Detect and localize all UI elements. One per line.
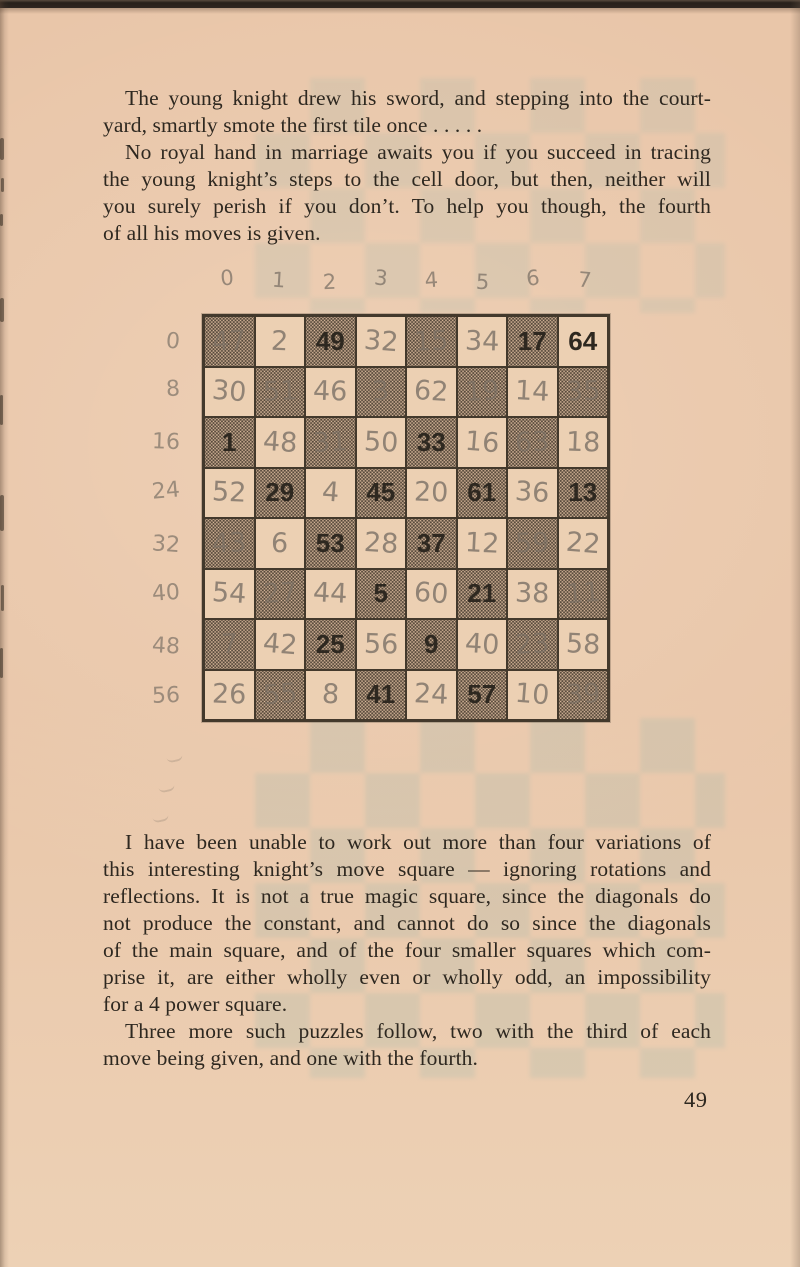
grid-cell: [204, 670, 255, 721]
grid-cell: [507, 468, 558, 519]
pencilled-move-number: 62: [413, 375, 450, 409]
grid-cell: [255, 468, 306, 519]
text-line: Three more such puzzles follow, two with the third of each: [125, 1019, 711, 1043]
page-edge-mark: [0, 495, 4, 531]
page-number: 49: [684, 1087, 708, 1112]
pencilled-move-number: 54: [211, 577, 248, 611]
page-edge-mark: [0, 138, 4, 160]
pencilled-move-number: 28: [362, 526, 399, 560]
printed-move-number: 17: [517, 325, 547, 356]
text-line: for a 4 power square.: [103, 992, 288, 1016]
text-line: yard, smartly smote the first tile once . . . . .: [103, 113, 483, 137]
grid-cell: [507, 417, 558, 468]
text-line: I have been unable to work out more than four variations of: [125, 830, 711, 854]
pencilled-move-number: 26: [211, 678, 247, 711]
pencil-scribble: [165, 746, 184, 763]
grid-cell: [406, 518, 457, 569]
printed-move-number: 33: [416, 426, 446, 457]
grid-cell: [204, 468, 255, 519]
grid-cell: [457, 619, 508, 670]
pencilled-move-number: 10: [513, 677, 551, 712]
pencilled-move-number: 55: [261, 677, 299, 712]
page-edge-mark: [0, 395, 3, 425]
text-line: you surely perish if you don’t. To help you though, the fourth: [103, 194, 711, 218]
grid-cell: [507, 670, 558, 721]
pencilled-move-number: 22: [564, 526, 602, 561]
grid-cell: [507, 316, 558, 367]
printed-move-number: 25: [315, 628, 345, 659]
text-line: move being given, and one with the fourth.: [103, 1046, 478, 1070]
pencilled-move-number: 56: [363, 628, 399, 661]
pencilled-move-number: 59: [514, 527, 550, 560]
pencil-column-label: 3: [373, 265, 389, 291]
grid-cell: [406, 468, 457, 519]
printed-move-number: 29: [265, 477, 295, 508]
grid-cell: [356, 518, 407, 569]
paragraph-analysis: [103, 829, 711, 1018]
grid-cell: [255, 518, 306, 569]
grid-cell: [457, 367, 508, 418]
paragraph-next-puzzles: [103, 1018, 711, 1072]
grid-cell: [356, 569, 407, 620]
grid-cell: [558, 417, 609, 468]
pencilled-move-number: 16: [463, 425, 501, 460]
printed-move-number: 9: [424, 628, 439, 659]
pencil-row-label: 16: [151, 429, 181, 456]
grid-cell: [558, 619, 609, 670]
grid-cell: [507, 367, 558, 418]
text-line: this interesting knight’s move square — ignoring rotations and: [103, 857, 711, 881]
grid-cell: [255, 367, 306, 418]
grid-cell: [507, 569, 558, 620]
pencilled-move-number: 4: [320, 476, 341, 509]
grid-cell: [507, 518, 558, 569]
pencil-row-label: 48: [151, 633, 181, 660]
paragraph-challenge: [103, 139, 711, 247]
scan-top-edge-shadow: [0, 8, 800, 14]
grid-cell: [356, 417, 407, 468]
pencil-column-label: 0: [219, 265, 235, 291]
text-line: the young knight’s steps to the cell door, but then, neither will: [103, 167, 711, 191]
page-edge-mark: [1, 178, 4, 192]
grid-cell: [204, 518, 255, 569]
grid-cell: [457, 518, 508, 569]
grid-cell: [305, 670, 356, 721]
printed-move-number: 13: [568, 477, 598, 508]
pencilled-move-number: 24: [413, 678, 450, 712]
pencil-row-label: 0: [164, 328, 181, 355]
pencil-row-labels: [118, 314, 180, 722]
pencilled-move-number: 36: [514, 476, 551, 510]
scan-right-edge: [790, 0, 800, 1267]
grid-cell: [558, 670, 609, 721]
grid-cell: [305, 417, 356, 468]
grid-cell: [406, 367, 457, 418]
grid-cell: [558, 569, 609, 620]
grid-cell: [356, 367, 407, 418]
scan-top-edge: [0, 0, 800, 8]
printed-move-number: 45: [366, 477, 396, 508]
knights-tour-grid: [202, 314, 610, 722]
pencilled-move-number: 60: [412, 576, 450, 611]
pencilled-move-number: 14: [514, 375, 551, 409]
printed-move-number: 5: [373, 578, 388, 609]
pencilled-move-number: 44: [312, 577, 349, 611]
pencil-scribble: [157, 776, 176, 793]
printed-move-number: 1: [222, 426, 237, 457]
page-edge-mark: [1, 585, 4, 611]
grid-cell: [255, 670, 306, 721]
grid-cell: [204, 367, 255, 418]
grid-cell: [305, 569, 356, 620]
grid-cell: [457, 417, 508, 468]
text-line: The young knight drew his sword, and stepping into the court-: [125, 86, 711, 110]
grid-cell: [356, 468, 407, 519]
pencilled-move-number: 31: [312, 425, 349, 459]
pencilled-move-number: 42: [261, 627, 299, 662]
grid-cell: [204, 417, 255, 468]
grid-cell: [558, 518, 609, 569]
grid-cell: [406, 417, 457, 468]
pencilled-move-number: 32: [362, 324, 400, 359]
grid-cell: [204, 316, 255, 367]
printed-move-number: 53: [315, 527, 345, 558]
pencilled-move-number: 20: [413, 476, 449, 509]
pencil-column-label: 7: [577, 267, 593, 293]
grid-cell: [507, 619, 558, 670]
text-line: reflections. It is not a true magic square, since the diagonals do: [103, 884, 711, 908]
pencilled-move-number: 7: [220, 628, 239, 661]
pencil-column-label: 1: [271, 267, 287, 293]
pencil-row-label: 56: [151, 682, 181, 709]
grid-cell: [255, 417, 306, 468]
pencilled-move-number: 34: [464, 325, 500, 358]
pencilled-move-number: 19: [463, 375, 500, 409]
grid-cell: [255, 619, 306, 670]
printed-move-number: 41: [366, 679, 396, 710]
page-edge-mark: [0, 298, 4, 322]
pencilled-move-number: 38: [514, 577, 550, 610]
grid-cell: [255, 569, 306, 620]
grid-cell: [305, 316, 356, 367]
grid-cell: [457, 569, 508, 620]
pencilled-move-number: 50: [362, 425, 399, 459]
grid-cell: [406, 569, 457, 620]
grid-cell: [356, 619, 407, 670]
pencilled-move-number: 2: [270, 325, 290, 358]
pencil-row-label: 32: [151, 531, 181, 559]
grid-cell: [204, 569, 255, 620]
grid-cell: [558, 367, 609, 418]
pencilled-move-number: 30: [210, 374, 248, 409]
printed-move-number: 49: [315, 325, 345, 356]
grid-cell: [305, 619, 356, 670]
grid-cell: [457, 468, 508, 519]
pencilled-move-number: 52: [211, 476, 248, 510]
pencil-row-label: 24: [150, 477, 181, 505]
text-line: of all his moves is given.: [103, 221, 321, 245]
pencil-column-label: 6: [525, 265, 541, 291]
grid-cell: [558, 468, 609, 519]
text-line: No royal hand in marriage awaits you if you succeed in tracing: [125, 140, 711, 164]
grid-cell: [305, 518, 356, 569]
pencilled-move-number: 8: [320, 678, 340, 711]
pencilled-move-number: 43: [211, 526, 248, 560]
pencilled-move-number: 12: [463, 526, 500, 560]
grid-cell: [356, 670, 407, 721]
pencilled-move-number: 48: [261, 425, 298, 459]
pencil-row-label: 40: [151, 579, 181, 607]
grid-cell: [457, 670, 508, 721]
pencil-row-label: 8: [165, 376, 181, 403]
printed-move-number: 57: [467, 679, 497, 710]
pencil-scribble: [151, 806, 170, 823]
pencilled-move-number: 11: [564, 576, 602, 611]
pencil-column-label: 2: [322, 269, 337, 295]
grid-cell: [305, 468, 356, 519]
grid-cell: [406, 619, 457, 670]
grid-cell: [356, 316, 407, 367]
grid-cell: [406, 670, 457, 721]
pencilled-move-number: 15: [413, 324, 450, 358]
grid-cell: [255, 316, 306, 367]
pencilled-move-number: 46: [312, 375, 348, 408]
text-line: of the main square, and of the four smaller squares which com-: [103, 938, 711, 962]
printed-move-number: 37: [416, 527, 446, 558]
paragraph-intro: [103, 85, 711, 139]
grid-cell: [558, 316, 609, 367]
pencil-column-label: 4: [423, 267, 439, 293]
pencil-column-label: 5: [475, 269, 490, 295]
pencil-column-labels: [202, 265, 610, 298]
printed-move-number: 64: [568, 325, 598, 356]
grid-cell: [204, 619, 255, 670]
pencilled-move-number: 18: [565, 426, 601, 459]
pencilled-move-number: 6: [270, 527, 289, 560]
grid-cell: [305, 367, 356, 418]
pencilled-move-number: 51: [261, 375, 298, 409]
pencilled-move-number: 40: [463, 627, 500, 661]
grid-cell: [406, 316, 457, 367]
printed-move-number: 61: [467, 477, 497, 508]
printed-move-number: 21: [467, 578, 497, 609]
page-edge-mark: [0, 648, 3, 678]
pencilled-move-number: 63: [514, 425, 551, 459]
pencilled-move-number: 39: [564, 678, 601, 712]
pencilled-move-number: 35: [565, 375, 601, 408]
text-line: prise it, are either wholly even or wholly odd, an impossibility: [103, 965, 711, 989]
text-line: not produce the constant, and cannot do so since the diagonals: [103, 911, 711, 935]
pencilled-move-number: 23: [514, 627, 551, 661]
grid-cell: [457, 316, 508, 367]
pencilled-move-number: 27: [261, 577, 298, 611]
pencilled-move-number: 58: [564, 627, 601, 661]
page-edge-mark: [0, 214, 3, 226]
pencilled-move-number: 47: [211, 324, 248, 358]
pencilled-move-number: 3: [370, 375, 391, 408]
